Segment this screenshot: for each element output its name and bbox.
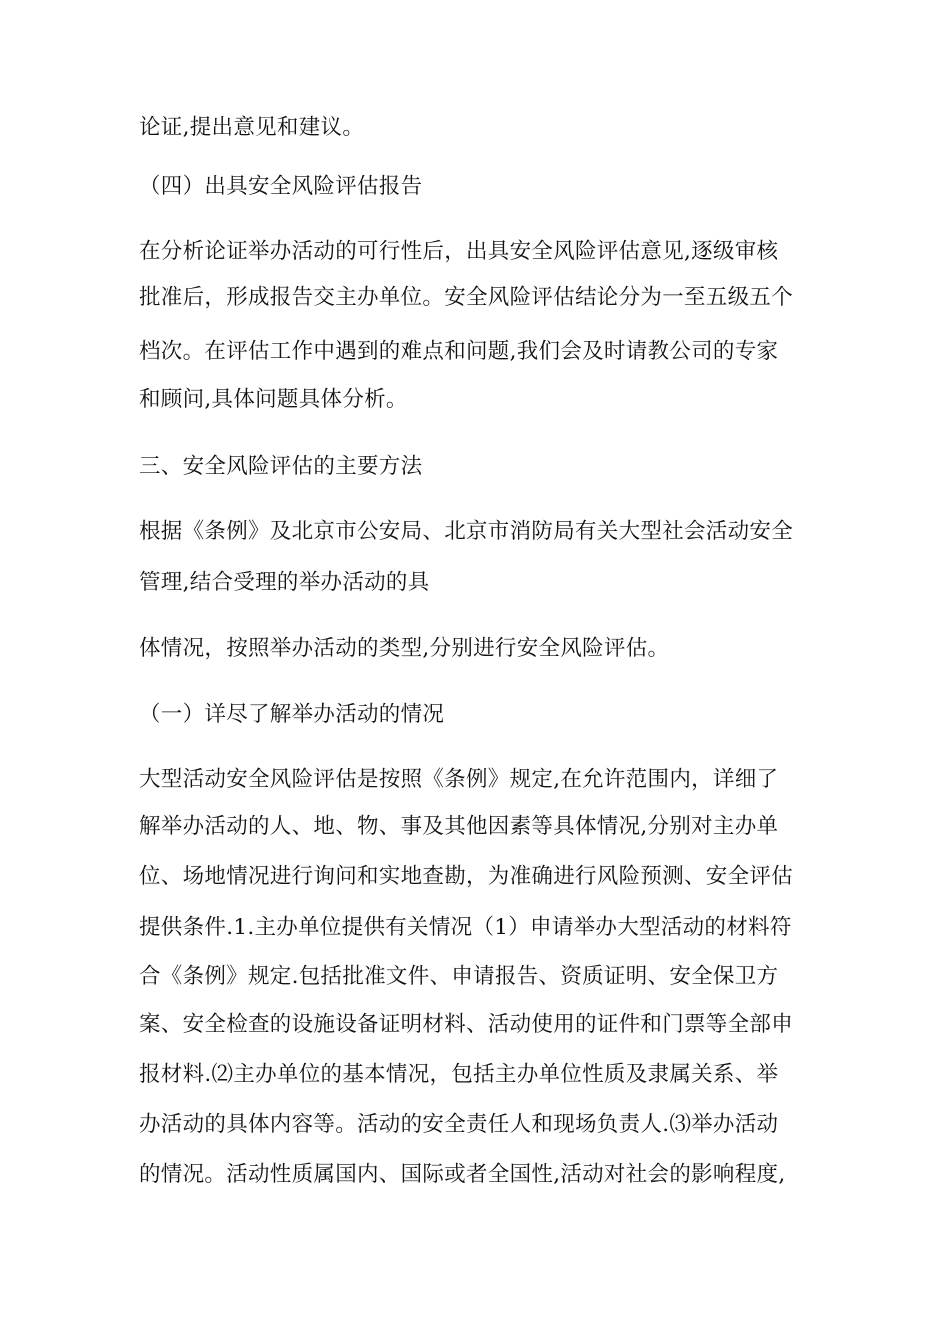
paragraph-line: 报材料.⑵主办单位的基本情况，包括主办单位性质及隶属关系、举 <box>139 1062 779 1087</box>
paragraph-line: 管理,结合受理的举办活动的具 <box>139 570 430 595</box>
paragraph-line: 的情况。活动性质属国内、国际或者全国性,活动对社会的影响程度, <box>139 1162 786 1187</box>
paragraph-line: 案、安全检查的设施设备证明材料、活动使用的证件和门票等全部申 <box>139 1012 794 1037</box>
paragraph-line: 根据《条例》及北京市公安局、北京市消防局有关大型社会活动安全 <box>139 519 794 544</box>
paragraph-line: 提供条件.1.主办单位提供有关情况（1）申请举办大型活动的材料符 <box>139 915 792 940</box>
section-heading: （四）出具安全风险评估报告 <box>139 174 423 199</box>
section-heading: （一）详尽了解举办活动的情况 <box>139 702 445 727</box>
paragraph-line: 在分析论证举办活动的可行性后，出具安全风险评估意见,逐级审核 <box>139 239 779 264</box>
section-heading: 三、安全风险评估的主要方法 <box>139 454 423 479</box>
paragraph-line: 和顾问,具体问题具体分析。 <box>139 387 408 412</box>
paragraph-line: 论证,提出意见和建议。 <box>139 115 365 140</box>
paragraph-line: 解举办活动的人、地、物、事及其他因素等具体情况,分别对主办单 <box>139 814 779 839</box>
paragraph-line: 位、场地情况进行询问和实地查勘，为准确进行风险预测、安全评估 <box>139 864 794 889</box>
paragraph-line: 体情况，按照举办活动的类型,分别进行安全风险评估。 <box>139 636 670 661</box>
paragraph-line: 办活动的具体内容等。活动的安全责任人和现场负责人.⑶举办活动 <box>139 1112 779 1137</box>
paragraph-line: 大型活动安全风险评估是按照《条例》规定,在允许范围内，详细了 <box>139 767 779 792</box>
paragraph-line: 批准后，形成报告交主办单位。安全风险评估结论分为一至五级五个 <box>139 285 794 310</box>
paragraph-line: 档次。在评估工作中遇到的难点和问题,我们会及时请教公司的专家 <box>139 339 779 364</box>
paragraph-line: 合《条例》规定.包括批准文件、申请报告、资质证明、安全保卫方 <box>139 964 779 989</box>
